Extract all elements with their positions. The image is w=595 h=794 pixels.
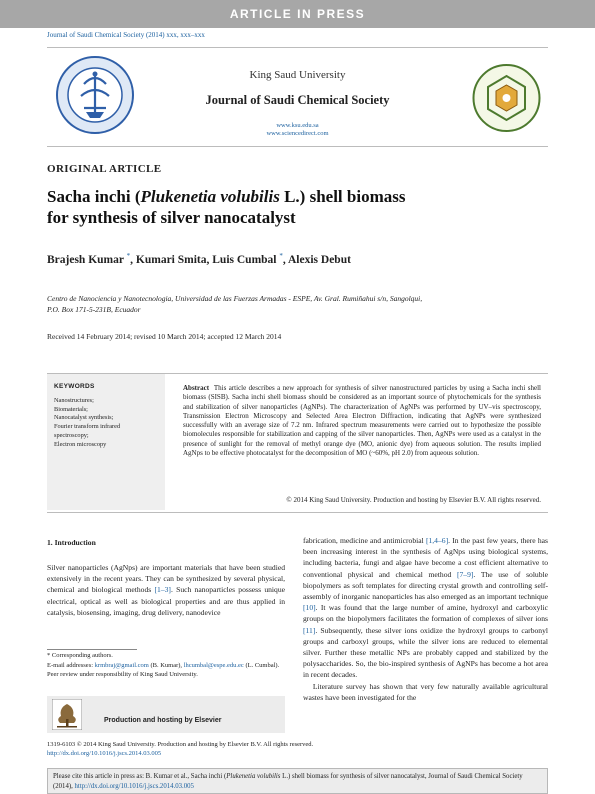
- title-line-2: for synthesis of silver nanocatalyst: [47, 208, 296, 227]
- cite-prefix: Please cite this article in press as: B. Kumar et al., Sacha inchi (: [53, 773, 227, 780]
- received-dates: Received 14 February 2014; revised 10 March 2014; accepted 12 March 2014: [47, 332, 282, 341]
- footnote-divider: [47, 649, 137, 650]
- intro-text: . It was found that the large number of amine, hydroxyl and carboxylic groups on the biopolymers facilitates the formation of complexes of silver ions: [303, 603, 548, 624]
- intro-text: . In the past few years, there has been increasing interest in the synthesis of AgNps using biological systems, including bacteria, fungi and algae have become a cost efficient alternative to conventional physical and chemical method: [303, 536, 548, 579]
- footnotes: [47, 651, 285, 680]
- author-separator: ,: [206, 253, 213, 266]
- intro-text: . Subsequently, these silver ions oxidize the hydroxyl groups to carbonyl groups and carboxyl groups, while the silver ions are reduced to elemental silver. Further these metallic NPs are probably capped and stabilized by the polysaccharides. So, the bio-inspired synthesis of AgNPs has become a hot area in recent decades.: [303, 625, 548, 680]
- citation-link[interactable]: [1,4–6]: [425, 536, 449, 545]
- corresponding-author-mark[interactable]: *: [279, 252, 283, 260]
- keywords-list: [54, 397, 160, 449]
- cite-suffix: L.) shell biomass for synthesis of silver nanocatalyst, Journal of Saudi Chemical Society (2014),: [53, 773, 523, 790]
- university-url-link[interactable]: www.ksu.edu.sa: [276, 122, 319, 129]
- journal-reference-link[interactable]: Journal of Saudi Chemical Society (2014) xxx, xxx–xxx: [47, 31, 205, 39]
- email-owner: (B. Kumar),: [148, 661, 184, 669]
- author-name[interactable]: Kumari Smita: [135, 253, 207, 266]
- email-label: E-mail addresses:: [47, 661, 95, 669]
- article-title: [47, 186, 527, 228]
- abstract-label: Abstract: [183, 384, 210, 392]
- peer-review-note: Peer review under responsibility of King Saud University.: [47, 671, 198, 679]
- abstract-text: [183, 384, 541, 458]
- intro-text: Literature survey has shown that very few naturally available agricultural wastes have been investigated for the: [303, 681, 549, 702]
- intro-text: . The use of soluble biopolymers as soft templates for directing crystal growth and controlling self-assembly of inorganic nanoparticles has also emerged as an important technique: [303, 569, 549, 602]
- citation-link[interactable]: [1–3]: [154, 585, 171, 595]
- title-part-2: L.) shell biomass: [279, 187, 406, 206]
- author-name[interactable]: Alexis Debut: [288, 253, 351, 266]
- corresponding-author-mark[interactable]: *: [126, 252, 131, 260]
- citation-link[interactable]: [7–9]: [456, 569, 474, 579]
- elsevier-tree-logo: [52, 699, 82, 730]
- citation-notice-box: [47, 768, 548, 794]
- affiliation: [47, 293, 537, 315]
- keyword-item: spectroscopy;: [54, 431, 89, 439]
- keyword-item: Nanocatalyst synthesis;: [54, 414, 114, 422]
- cite-doi-link[interactable]: http://dx.doi.org/10.1016/j.jscs.2014.03.005: [74, 782, 194, 790]
- keywords-heading: KEYWORDS: [54, 383, 95, 390]
- affiliation-line-1: Centro de Nanociencia y Nanotecnologia, Universidad de las Fuerzas Armadas - ESPE, Av. Gral. Rumiñahui s/n, Sangolqui,: [47, 294, 423, 303]
- keyword-item: Fourier transform infrared: [54, 423, 121, 431]
- intro-text: . Such nanoparticles possess unique electrical, optical as well as biological properties and are thus applied in catalysis, biosensing, imaging, drug delivery, nanodevice: [47, 585, 285, 617]
- sciencedirect-url-link[interactable]: www.sciencedirect.com: [266, 130, 329, 137]
- email-link[interactable]: krmbraj@gmail.com: [94, 661, 149, 669]
- saudi-chemical-society-logo: [468, 63, 545, 133]
- doi-line: [47, 750, 161, 757]
- abstract-body: This article describes a new approach for synthesis of silver nanostructured particles by using a Sacha inchi shell biomass (SISB). Sacha inchi shell biomass should be considered as an important source of phytochemicals for the synthesis and stabilization of silver nanoparticles (AgNPs). The characterization of AgNPs was performed by UV–vis spectroscopy, Transmission Electron Microscopy and Selected Area Electron Diffraction, indicating that AgNPs were synthesized successfully with an average size of 7.2 nm. Infrared spectrum measurements were carried out to hypothesize the possible biomolecules responsible for stabilization and capping of the silver nanoparticles. Then, AgNPs were used as a catalyst in the presence of sunlight for the removal of methyl orange dye (MO, anionic dye) from aqueous solution. The results implied AgNps to be effective photocatalyst for the decomposition of MO (~60%, pH 2.0) from aqueous solution.: [183, 384, 542, 458]
- cite-species-name: Plukenetia volubilis: [226, 773, 281, 780]
- intro-column-left: [47, 562, 285, 618]
- email-owner: (L. Cumbal).: [243, 661, 280, 669]
- title-species-name: Plukenetia volubilis: [140, 187, 280, 206]
- intro-column-right: [303, 535, 548, 703]
- journal-name: Journal of Saudi Chemical Society: [205, 93, 390, 107]
- email-link[interactable]: lhcumbal@espe.edu.ec: [183, 661, 244, 669]
- keyword-item: Nanostructures;: [54, 397, 94, 404]
- abstract-copyright: © 2014 King Saud University. Production and hosting by Elsevier B.V. All rights reserved.: [286, 496, 541, 504]
- citation-link[interactable]: [11]: [303, 625, 316, 635]
- elsevier-hosting-box: [47, 696, 285, 733]
- corresponding-author-note: * Corresponding authors.: [47, 652, 113, 659]
- keyword-item: Biomaterials;: [54, 405, 88, 413]
- author-name[interactable]: Brajesh Kumar: [47, 253, 124, 266]
- keyword-item: Electron microscopy: [54, 440, 107, 448]
- intro-text: fabrication, medicine and antimicrobial: [303, 536, 426, 545]
- issn-copyright: 1319-6103 © 2014 King Saud University. Production and hosting by Elsevier B.V. All rights reserved.: [47, 741, 314, 748]
- author-separator: ,: [282, 253, 288, 266]
- king-saud-university-logo: [54, 54, 136, 136]
- university-name: King Saud University: [249, 69, 346, 81]
- affiliation-line-2: P.O. Box 171-5-231B, Ecuador: [47, 305, 141, 314]
- doi-link[interactable]: http://dx.doi.org/10.1016/j.jscs.2014.03.005: [47, 750, 162, 757]
- citation-link[interactable]: [10]: [303, 603, 316, 613]
- title-part-1: Sacha inchi (: [47, 187, 141, 206]
- article-in-press-banner: ARTICLE IN PRESS: [0, 0, 595, 28]
- article-type-label: ORIGINAL ARTICLE: [47, 163, 162, 175]
- author-name[interactable]: Luis Cumbal: [212, 253, 277, 266]
- elsevier-hosting-text: Production and hosting by Elsevier: [104, 717, 222, 724]
- intro-text: Silver nanoparticles (AgNps) are important materials that have been studied extensively in the recent years. They can be synthesized by several physical, chemical and biological methods: [47, 563, 285, 595]
- author-separator: ,: [130, 253, 136, 266]
- author-list: [47, 252, 351, 266]
- section-heading-introduction: 1. Introduction: [47, 538, 96, 547]
- email-note: [47, 661, 285, 671]
